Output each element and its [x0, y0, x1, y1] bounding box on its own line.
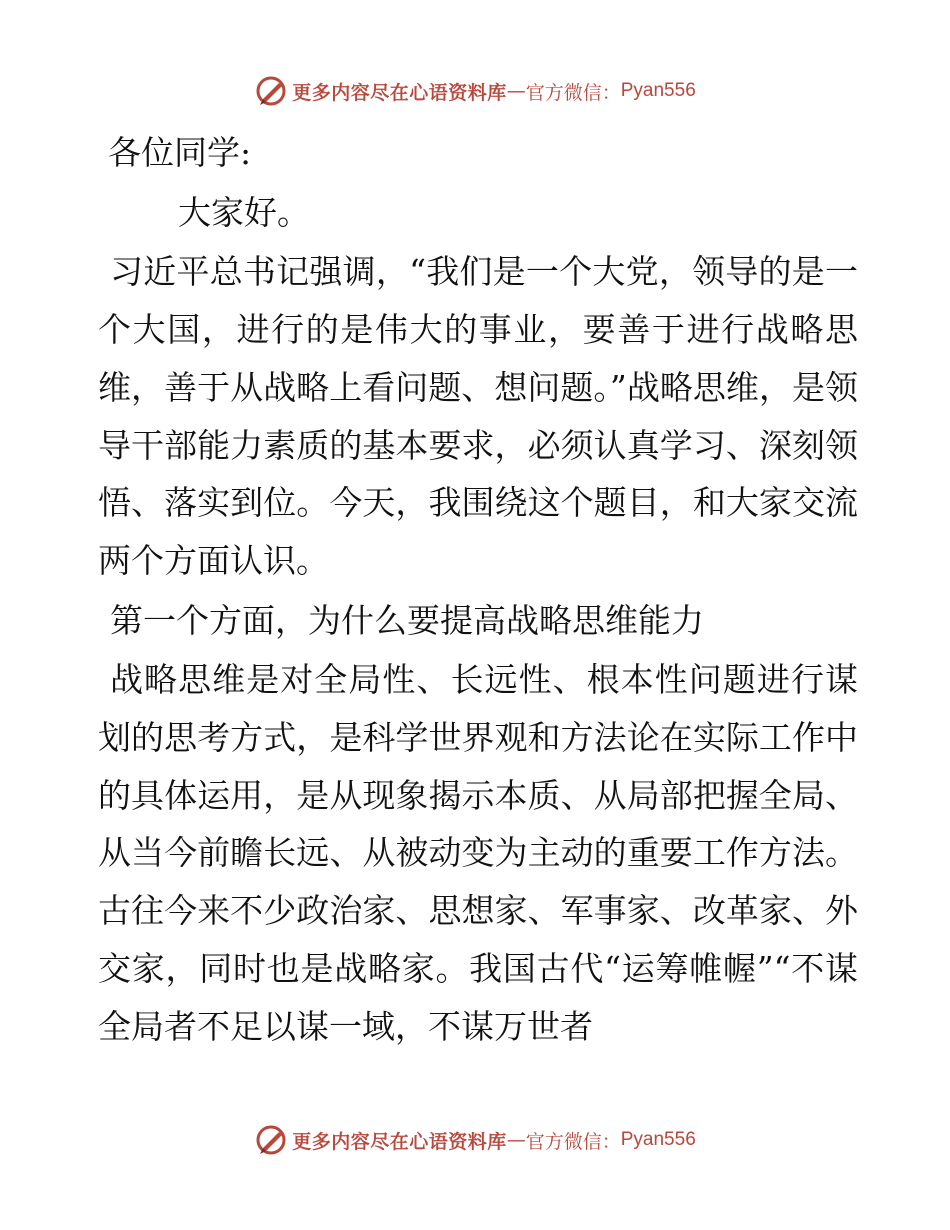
banner-dash: —: [506, 1129, 526, 1151]
document-body: [98, 124, 858, 1057]
footer-watermark-banner: [0, 1120, 950, 1160]
section-heading: 第一个方面，为什么要提高战略思维能力: [110, 600, 704, 640]
banner-wechat-id: Pyan556: [620, 1129, 696, 1150]
salutation: 各位同学:: [108, 133, 252, 172]
greeting: 大家好。: [178, 192, 310, 232]
banner-wechat-label: 官方微信：: [525, 1130, 621, 1153]
banner-wechat-id: Pyan556: [620, 80, 696, 101]
banner-slogan: 更多内容尽在心语资料库: [292, 1130, 507, 1153]
header-watermark-banner: [0, 71, 950, 111]
banner-wechat-label: 官方微信：: [525, 81, 621, 104]
pen-logo-icon: [254, 1123, 288, 1157]
section-paragraph: 战略思维是对全局性、长远性、根本性问题进行谋划的思考方式，是科学世界观和方法论在实际工作中的具体运用，是从现象揭示本质、从局部把握全局、从当今前瞻长远、从被动变为主动的重要工作方法。古往今来不少政治家、思想家、军事家、改革家、外交家，同时也是战略家。我国古代“运筹帷幄”“不谋全局者不足以谋一域，不谋万世者: [98, 660, 858, 1046]
pen-logo-icon: [254, 74, 288, 108]
banner-slogan: 更多内容尽在心语资料库: [292, 81, 507, 104]
banner-dash: —: [506, 80, 526, 102]
intro-paragraph: 习近平总书记强调，“我们是一个大党，领导的是一个大国，进行的是伟大的事业，要善于进行战略思维，善于从战略上看问题、想问题。”战略思维，是领导干部能力素质的基本要求，必须认真学习、深刻领悟、落实到位。今天，我围绕这个题目，和大家交流两个方面认识。: [98, 252, 858, 580]
